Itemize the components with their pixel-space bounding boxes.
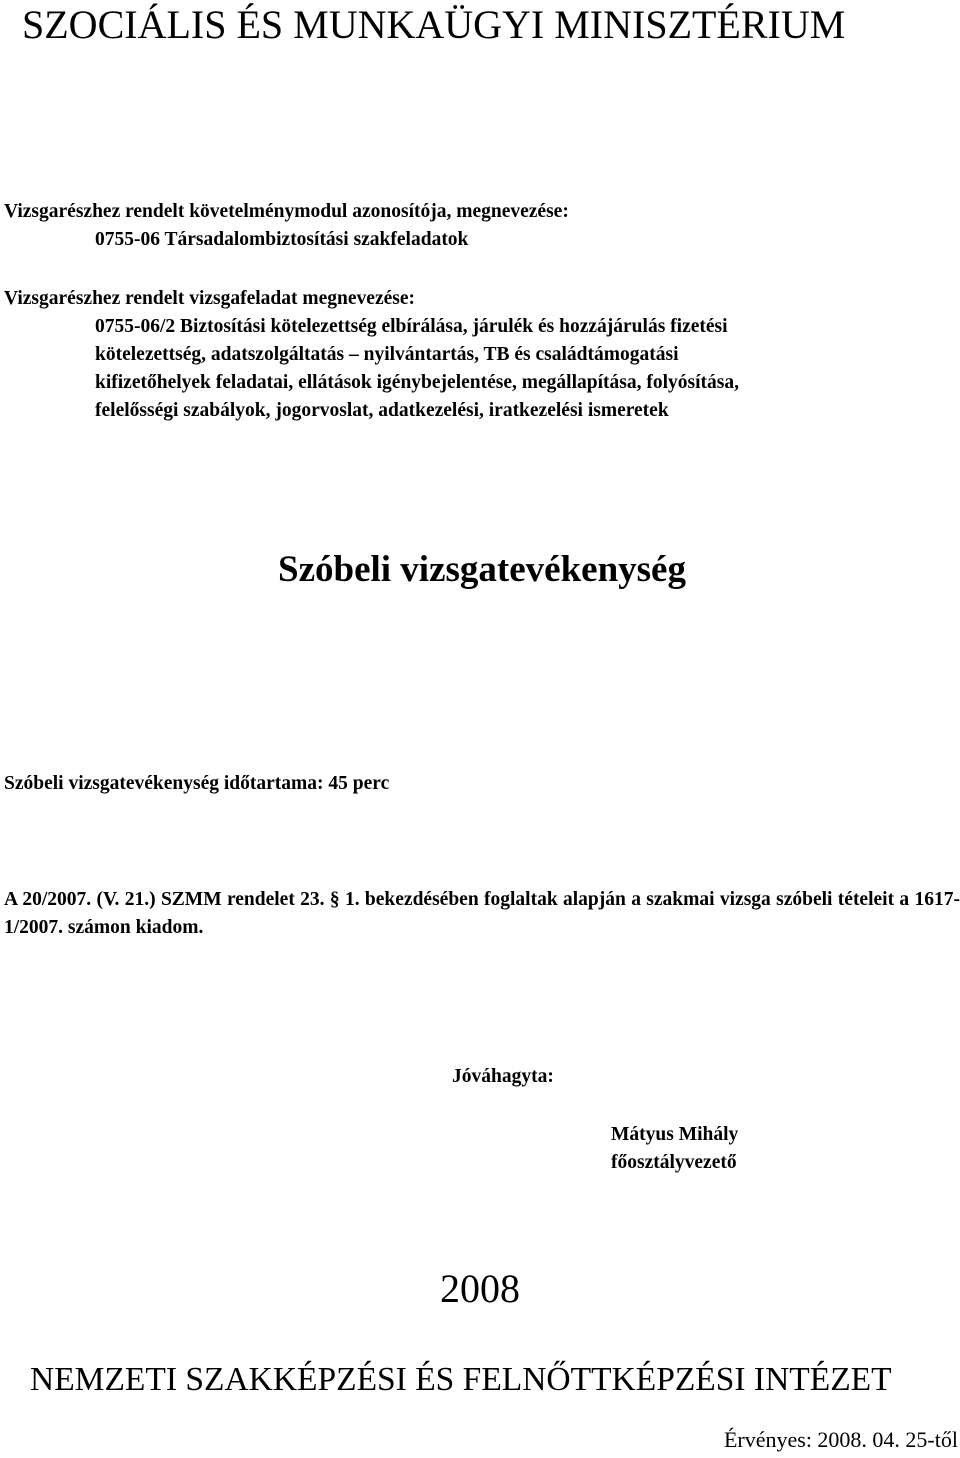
task-label: Vizsgarészhez rendelt vizsgafeladat megnevezése:	[4, 288, 415, 309]
task-description-line: kötelezettség, adatszolgáltatás – nyilvántartás, TB és családtámogatási	[95, 344, 679, 365]
signer-name: Mátyus Mihály	[611, 1124, 739, 1145]
signer-title: főosztályvezető	[611, 1152, 737, 1173]
module-label: Vizsgarészhez rendelt követelménymodul azonosítója, megnevezése:	[4, 201, 569, 222]
ministry-title: SZOCIÁLIS ÉS MUNKAÜGYI MINISZTÉRIUM	[22, 2, 846, 47]
task-description-line: felelősségi szabályok, jogorvoslat, adatkezelési, iratkezelési ismeretek	[95, 400, 669, 421]
year: 2008	[440, 1266, 520, 1311]
validity-date: Érvényes: 2008. 04. 25-től	[723, 1427, 958, 1452]
approval-label: Jóváhagyta:	[452, 1066, 554, 1087]
module-value: 0755-06 Társadalombiztosítási szakfeladatok	[95, 229, 469, 250]
decree-paragraph: A 20/2007. (V. 21.) SZMM rendelet 23. § 1. bekezdésében foglaltak alapján a szakmai vizsga szóbeli tételeit a 1617-1/2007. számon kiadom.	[4, 889, 960, 938]
task-description-line: kifizetőhelyek feladatai, ellátások igénybejelentése, megállapítása, folyósítása,	[95, 372, 739, 393]
task-description-line: 0755-06/2 Biztosítási kötelezettség elbírálása, járulék és hozzájárulás fizetési	[95, 316, 728, 337]
exam-duration: Szóbeli vizsgatevékenység időtartama: 45 perc	[4, 773, 390, 794]
exam-title: Szóbeli vizsgatevékenység	[278, 549, 686, 590]
institute-name: NEMZETI SZAKKÉPZÉSI ÉS FELNŐTTKÉPZÉSI INTÉZET	[30, 1361, 892, 1398]
